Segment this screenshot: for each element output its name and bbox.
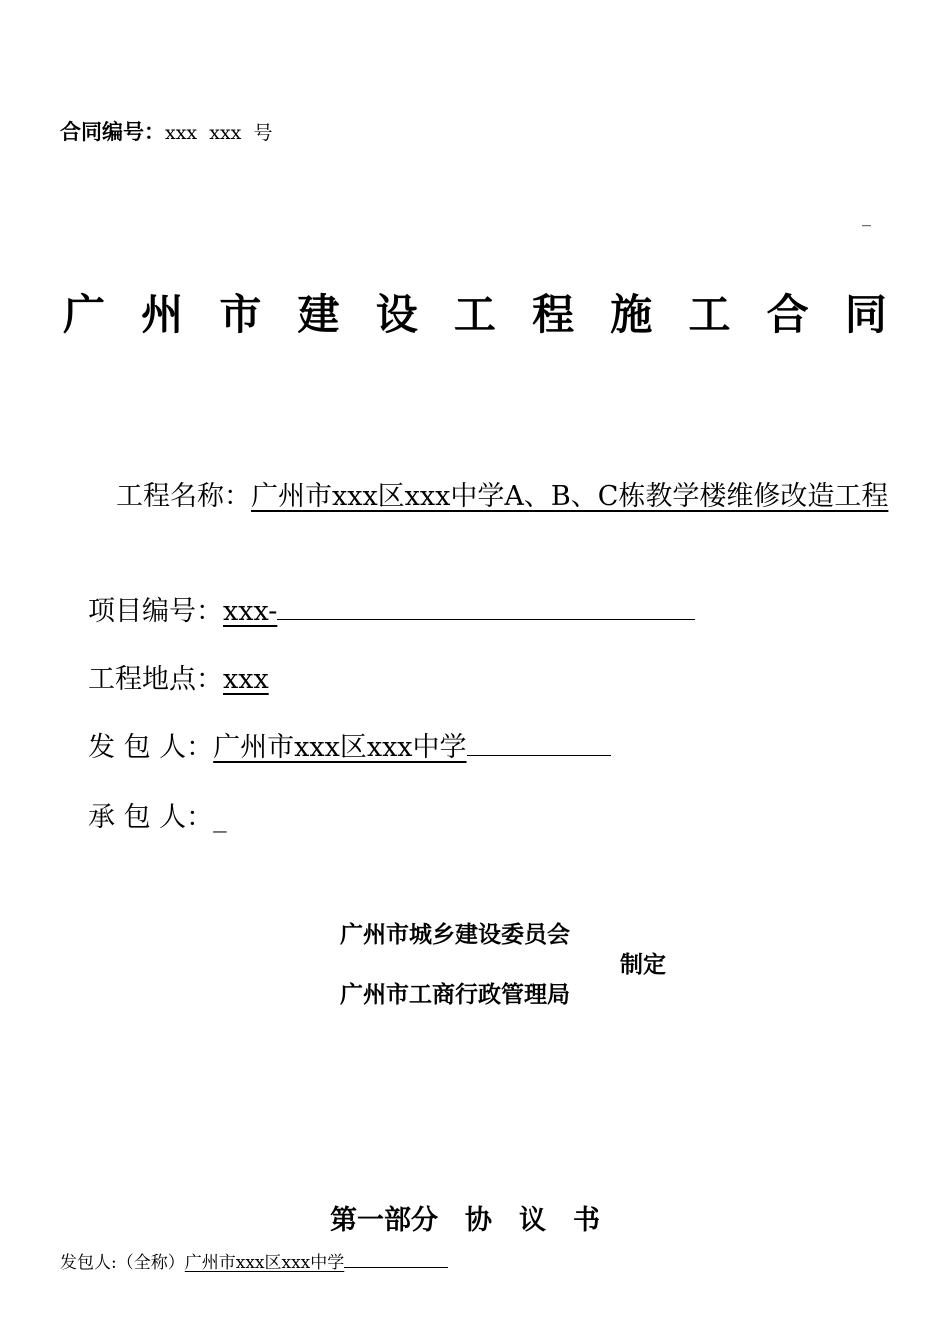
- project-number-value: xxx-: [223, 596, 278, 627]
- part-one-title: 第一部分 协 议 书: [330, 1205, 600, 1236]
- project-location-field: [88, 656, 269, 704]
- project-number-field: [88, 588, 695, 636]
- contract-number: [60, 116, 272, 146]
- project-number-label: 项目编号：: [88, 596, 223, 627]
- part-one-employer-line: [60, 1248, 448, 1273]
- project-location-value: xxx: [223, 664, 269, 695]
- project-number-blank-line: [277, 591, 695, 620]
- title-char: 同: [844, 290, 887, 339]
- issuer-line-1: 广州市城乡建设委员会: [340, 922, 570, 948]
- part-one-employer-label: 发包人:（全称）: [60, 1253, 185, 1273]
- contract-number-value: xxx xxx 号: [165, 122, 273, 144]
- part-one-employer-value: 广州市xxx区xxx中学: [184, 1253, 345, 1273]
- title-char: 设: [375, 290, 418, 339]
- employer-field: [88, 724, 611, 772]
- corner-mark: _: [862, 206, 871, 227]
- project-name-label: 工程名称：: [116, 481, 251, 512]
- title-char: 施: [610, 290, 653, 339]
- employer-value: 广州市xxx区xxx中学: [213, 732, 467, 763]
- contractor-field: [88, 794, 227, 842]
- employer-blank-line: [467, 727, 611, 756]
- title-char: 州: [141, 290, 184, 339]
- title-char: 程: [532, 290, 575, 339]
- issuer-line-2: 广州市工商行政管理局: [340, 982, 570, 1008]
- project-name-value: 广州市xxx区xxx中学A、B、C栋教学楼维修改造工程: [251, 481, 889, 512]
- employer-label: 发 包 人：: [88, 732, 214, 763]
- title-char: 市: [219, 290, 262, 339]
- contractor-value: _: [213, 802, 227, 833]
- title-char: 建: [297, 290, 340, 339]
- contract-number-label: 合同编号：: [60, 120, 165, 144]
- part-one-employer-blank-line: [344, 1251, 448, 1268]
- title-char: 合: [766, 290, 809, 339]
- title-char: 广: [62, 290, 105, 339]
- title-char: 工: [453, 290, 496, 339]
- title-char: 工: [688, 290, 731, 339]
- project-name-field: [60, 472, 895, 522]
- issuer-suffix: 制定: [620, 952, 666, 978]
- contractor-label: 承 包 人：: [88, 802, 214, 833]
- project-location-label: 工程地点：: [88, 664, 223, 695]
- document-title: [60, 282, 890, 342]
